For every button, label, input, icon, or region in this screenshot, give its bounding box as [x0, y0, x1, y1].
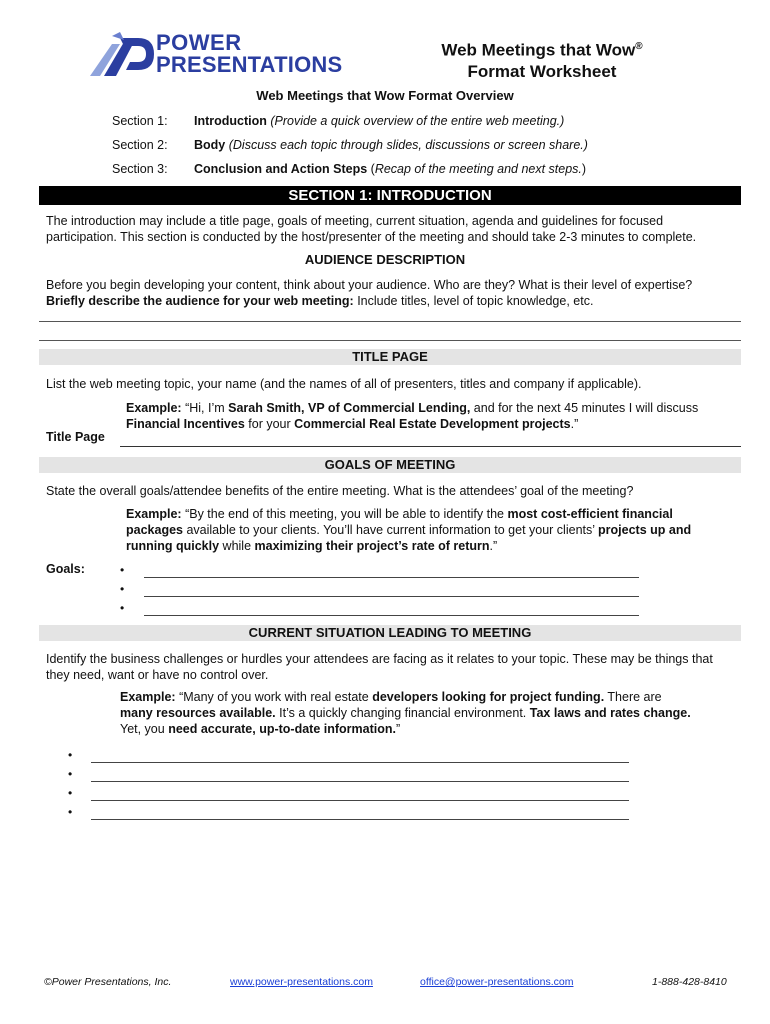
current-answer-line-1[interactable]: [91, 761, 629, 763]
audience-text: [46, 277, 736, 309]
logo-text-presentations: PRESENTATIONS: [156, 52, 343, 77]
example-text: for your: [244, 417, 295, 431]
website-link[interactable]: www.power-presentations.com: [230, 976, 373, 988]
section-desc: (Discuss each topic through slides, discussions or screen share.): [228, 138, 588, 152]
example-emphasis: Financial Incentives: [126, 417, 245, 431]
example-text: Yet, you: [120, 722, 169, 736]
audience-hint: Include titles, level of topic knowledge, etc.: [353, 294, 594, 308]
current-situation-bar: CURRENT SITUATION LEADING TO MEETING: [39, 625, 741, 641]
section-1-bar: SECTION 1: INTRODUCTION: [39, 186, 741, 205]
goals-field-label: Goals:: [46, 562, 85, 576]
bullet-icon: •: [68, 786, 73, 800]
example-emphasis: Tax laws and rates change.: [529, 706, 691, 720]
audience-answer-line-1[interactable]: [39, 321, 741, 322]
example-text: “By the end of this meeting, you will be able to identify the: [181, 507, 508, 521]
email-link[interactable]: office@power-presentations.com: [420, 976, 574, 988]
example-text: It’s a quickly changing financial environment.: [275, 706, 530, 720]
title-page-example: [126, 400, 736, 432]
paren-open: (: [370, 162, 375, 176]
example-label: Example:: [126, 507, 182, 521]
example-text: while: [219, 539, 255, 553]
goals-text: State the overall goals/attendee benefits of the entire meeting. What is the attendees’ goal of the meeting?: [46, 484, 634, 498]
overview-title: Web Meetings that Wow Format Overview: [256, 88, 514, 103]
logo-text-power: POWER: [156, 30, 242, 55]
current-situation-example: [120, 689, 730, 737]
section-1-intro: The introduction may include a title page, goals of meeting, current situation, agenda and guidelines for focused participation. This section is conducted by the host/presenter of the meeting and should take 2-3 minutes to complete.: [46, 214, 697, 244]
goals-answer-line-1[interactable]: [144, 576, 639, 578]
paren-close: ): [581, 162, 587, 176]
company-logo: [90, 30, 350, 78]
example-text: .”: [570, 417, 579, 431]
example-label: Example:: [126, 401, 182, 415]
logo-mark-icon: [90, 30, 160, 78]
footer-website[interactable]: [230, 976, 373, 988]
section-label: Section 3:: [112, 162, 168, 176]
bullet-icon: •: [68, 767, 73, 781]
example-emphasis: Commercial Real Estate Development projects: [294, 417, 571, 431]
section-desc: (Provide a quick overview of the entire web meeting.): [270, 114, 565, 128]
example-text: ”: [396, 722, 401, 736]
audience-heading: AUDIENCE DESCRIPTION: [304, 252, 466, 267]
current-situation-text: Identify the business challenges or hurdles your attendees are facing as it relates to your topic. These may be things that they need, want or have no control over.: [46, 652, 713, 682]
goals-answer-line-2[interactable]: [144, 595, 639, 597]
example-text: .”: [489, 539, 498, 553]
example-emphasis: maximizing their project’s rate of return: [254, 539, 490, 553]
footer-copyright: ©Power Presentations, Inc.: [44, 976, 172, 988]
title-line-2: Format Worksheet: [467, 61, 617, 81]
bullet-icon: •: [120, 582, 125, 596]
example-emphasis: developers looking for project funding.: [372, 690, 605, 704]
section-name: Conclusion and Action Steps: [194, 162, 368, 176]
current-answer-line-4[interactable]: [91, 818, 629, 820]
section-desc: Recap of the meeting and next steps.: [374, 162, 582, 176]
title-page-text: List the web meeting topic, your name (and the names of all of presenters, titles and company if applicable).: [46, 377, 642, 391]
example-emphasis: running quickly: [126, 539, 220, 553]
example-text: “Hi, I’m: [181, 401, 229, 415]
current-answer-line-3[interactable]: [91, 799, 629, 801]
section-name: Introduction: [194, 114, 267, 128]
bullet-icon: •: [68, 805, 73, 819]
example-emphasis: most cost-efficient financial: [507, 507, 673, 521]
example-emphasis: projects up and: [598, 523, 692, 537]
example-text: There are: [604, 690, 662, 704]
current-answer-line-2[interactable]: [91, 780, 629, 782]
audience-text-1: Before you begin developing your content, think about your audience. Who are they? What is their level of expertise?: [46, 278, 693, 292]
registered-mark: ®: [635, 41, 643, 52]
footer-email[interactable]: [420, 976, 573, 988]
footer-phone: 1-888-428-8410: [652, 976, 727, 988]
section-name: Body: [194, 138, 226, 152]
title-page-field-label: Title Page: [46, 430, 105, 444]
example-text: “Many of you work with real estate: [175, 690, 373, 704]
title-line-1: Web Meetings that Wow: [441, 40, 636, 60]
title-page-answer-line[interactable]: [120, 446, 741, 447]
example-emphasis: need accurate, up-to-date information.: [168, 722, 396, 736]
document-title: [412, 36, 672, 82]
example-emphasis: many resources available.: [120, 706, 276, 720]
example-text: available to your clients. You’ll have current information to get your clients’: [182, 523, 599, 537]
goals-example: [126, 506, 736, 554]
bullet-icon: •: [120, 601, 125, 615]
section-label: Section 1:: [112, 114, 168, 128]
audience-answer-line-2[interactable]: [39, 340, 741, 341]
example-emphasis: packages: [126, 523, 183, 537]
audience-prompt: Briefly describe the audience for your web meeting:: [46, 294, 354, 308]
example-text: and for the next 45 minutes I will discuss: [470, 401, 699, 415]
goals-answer-line-3[interactable]: [144, 614, 639, 616]
bullet-icon: •: [120, 563, 125, 577]
example-label: Example:: [120, 690, 176, 704]
section-label: Section 2:: [112, 138, 168, 152]
bullet-icon: •: [68, 748, 73, 762]
title-page-bar: TITLE PAGE: [39, 349, 741, 365]
example-emphasis: Sarah Smith, VP of Commercial Lending,: [228, 401, 471, 415]
goals-bar: GOALS OF MEETING: [39, 457, 741, 473]
